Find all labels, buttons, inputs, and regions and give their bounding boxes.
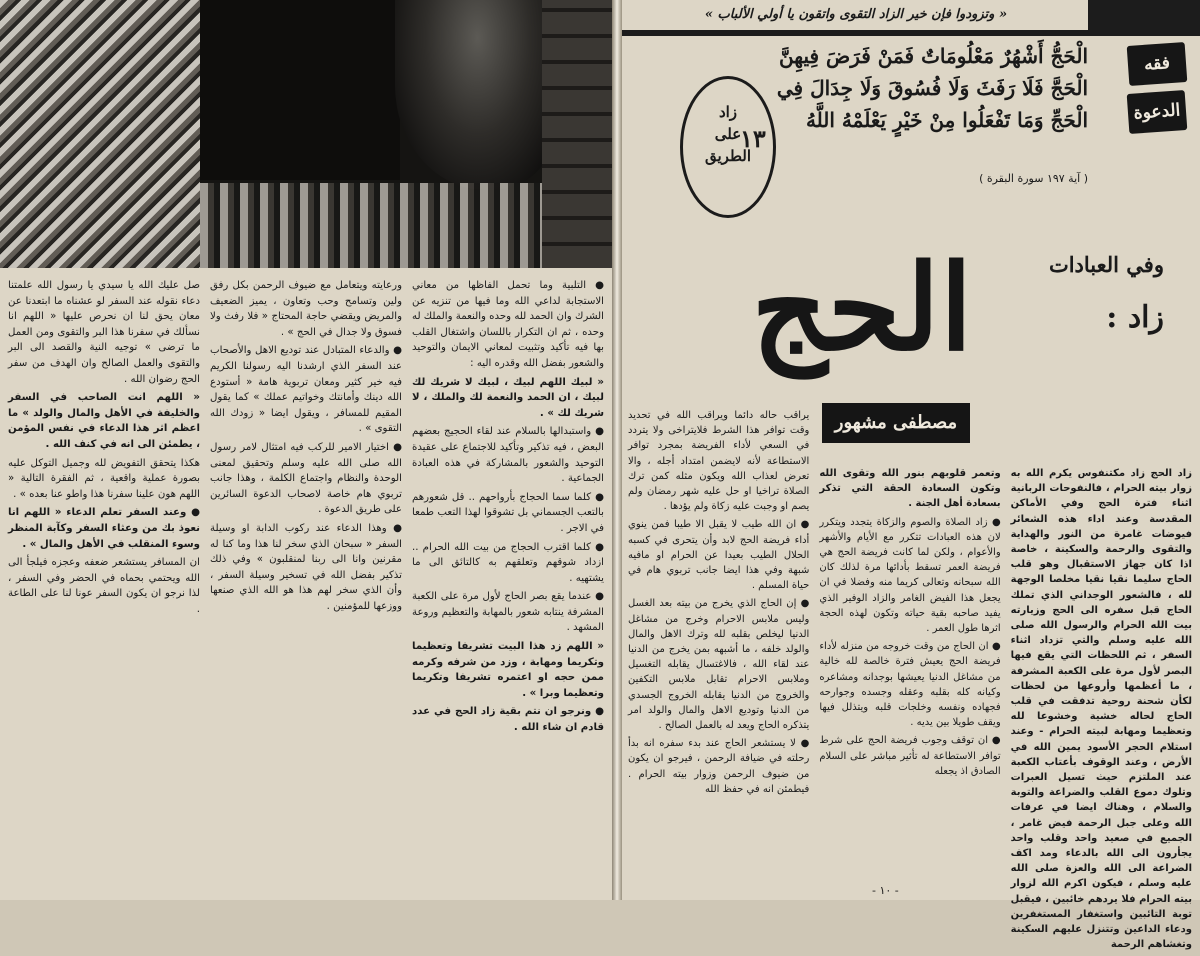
verse-strip: « وتزودوا فإن خير الزاد التقوى واتقون يا أولي الألباب » xyxy=(704,7,1008,22)
paragraph: ● وهذا الدعاء عند ركوب الدابة او وسيلة السفر « سبحان الذي سخر لنا هذا وما كنا له مقرنين وانا الى ربنا لمنقلبون » وفي ذلك تذكير بفضل الله في تسخير وسيلة السفر ، وأن الذي سخر لهم هذا هو الله الذي صنعها ووزعها للمؤمنين . xyxy=(210,522,402,612)
photo-shadow-area xyxy=(200,0,400,180)
left-column-1 xyxy=(210,278,402,894)
paragraph: ● لا يستشعر الحاج عند بدء سفره انه بدأ رحلته في ضيافة الرحمن ، فيرجو ان يكون من ضيوف الرحمن وزوار بيته الحرام . فيطمئن انه في حفظ الله xyxy=(628,738,810,795)
paragraph: ● وعند السفر تعلم الدعاء « اللهم انا نعوذ بك من وعثاء السفر وكآبة المنظر وسوء المنقلب في الأهل والمال » . xyxy=(8,507,200,550)
paragraph: ● كلما اقترب الحجاج من بيت الله الحرام .. ازداد شوقهم وتعلقهم به كالتائق الى ما يشتهيه . xyxy=(412,541,604,584)
right-column-3 xyxy=(628,408,809,956)
paragraph: ● ونرجو ان نتم بقية زاد الحج في عدد قادم ان شاء الله . xyxy=(412,706,604,734)
header-rule xyxy=(622,30,1200,36)
paragraph: ● واستبدالها بالسلام عند لقاء الحجيج بعضهم البعض ، فيه تذكير وتأكيد للاجتماع على عقيدة التوحيد والشعور بالمشاركة في هذه العبادة الجماعية . xyxy=(412,426,604,485)
pilgrims-foreground-image xyxy=(200,183,542,268)
badge-line: زاد xyxy=(718,103,738,121)
paragraph: ● ان الله طيب لا يقبل الا طيبا فمن ينوي أداء فريضة الحج لابد وأن يتحرى في كسبه الحلال الطيب بعيدا عن الحرام او مافيه شبهة وفي هذا ايضا جانب تربوي هام في حياة المسلم . xyxy=(628,519,810,592)
section-tab-dawa: الدعوة xyxy=(1127,90,1188,134)
column-spacer xyxy=(1011,408,1192,466)
paragraph: ورعايته ويتعامل مع ضيوف الرحمن بكل رفق ولين وتسامح وحب وتعاون ، يميز الضعيف والمريض ويقضي حاجة المحتاج « فلا رفث ولا فسوق ولا جدال في الحج » . xyxy=(210,280,402,338)
hajj-crowd-photo xyxy=(0,0,612,268)
page-fold xyxy=(612,0,622,900)
paragraph: ● اختيار الامير للركب فيه امتثال لامر رسول الله صلى الله عليه وسلم وتحقيق لمعنى الوحدة والنظام واجتماع الكلمة ، وهذا جانب تربوي هام خاصة لاصحاب الدعوة السائرين على طريق الدعوة . xyxy=(210,441,402,516)
paragraph: ● كلما سما الحجاج بأرواحهم .. قل شعورهم بالتعب الجسماني بل تشوقوا لهذا التعب طمعا في الاجر . xyxy=(412,491,604,534)
page-number: - ١٠ - xyxy=(872,884,899,897)
paragraph: ● إن الحاج الذي يخرج من بيته بعد الغسل وليس ملابس الاحرام وخرج من مشاغل الدنيا ليخلص بقلبه لله وترك الاهل والمال والولد خلفه ، ما أشبهه بمن يخرج من الدنيا عند لقاء الله ، فالاغتسال يقابله التغسيل وملابس الاحرام تقابل ملابس التكفين والخروج من الدنيا يقابله الخروج الجسدي من الدنيا وتوديع الاهل والمال والولد امر يتذكره الحاج ويعد له بالعمل الصالح . xyxy=(628,598,810,732)
author-name: مصطفى مشهور xyxy=(822,403,970,443)
right-page xyxy=(622,0,1200,951)
kaaba-cover-image xyxy=(395,0,560,190)
right-column-2 xyxy=(819,408,1000,956)
quran-reference: ( آية ١٩٧ سورة البقرة ) xyxy=(979,172,1088,185)
quran-quote: الْحَجُّ أَشْهُرٌ مَعْلُومَاتٌ فَمَنْ فَرَضَ فِيهِنَّ الْحَجَّ فَلَا رَفَثَ وَلَا فُسُوقَ وَلَا جِدَالَ فِي الْحَجِّ وَمَا تَفْعَلُوا مِنْ خَيْرٍ يَعْلَمْهُ اللَّهُ xyxy=(776,44,1088,132)
paragraph: يراقب حاله دائما ويراقب الله في تحديد وقت توافر هذا الشرط فلايتراخى ولا يتردد في السعي لأداء الفريضة بمجرد توافر الاستطاعة لأنه لايضمن امتداد أجله ، والا تعرض لعذاب الله ويكون مثله كمن ترك الصلاة تراخيا او حل عليه شهر رمضان ولم يصم او وجبت عليه زكاة ولم يؤدها . xyxy=(628,410,810,513)
series-number: ١٣ xyxy=(740,124,766,153)
section-tab-fiqh: فقه xyxy=(1127,42,1188,86)
paragraph: ● التلبية وما تحمل الفاظها من معاني الاستجابة لداعي الله وما فيها من تنزيه عن الشرك وان الحمد لله وحده والنعمة والملك له وحده ، ثم ان التكرار باللسان واشتغال القلب بها فيه تأكيد وتثبيت لمعاني الايمان والتوحيد والشعور بفضل الله وقدره اليه : xyxy=(412,280,604,369)
paragraph: وتعمر قلوبهم بنور الله وتقوى الله وتكون السعادة الحقة التي تذكر بسعادة أهل الجنة . xyxy=(819,468,1001,510)
paragraph: « اللهم زد هذا البيت تشريفا وتعظيما وتكريما ومهابة ، وزد من شرفه وكرمه ممن حجه او اعتمره تشريفا وتكريما وتعظيما وبرا » . xyxy=(412,641,604,699)
paragraph: هكذا يتحقق التفويض لله وجميل التوكل عليه بصورة عملية واقعية ، ثم الفقرة التالية « اللهم هون علينا سفرنا هذا واطو عنا بعده » . xyxy=(8,457,200,500)
badge-line: الطريق xyxy=(704,147,751,165)
left-column-3 xyxy=(412,278,604,894)
paragraph: ● زاد الصلاة والصوم والزكاة يتجدد ويتكرر لان هذه العبادات تتكرر مع الأيام والأشهر والأعوام ، ولكن لما كانت فريضة الحج هي فريضة العمر تسقط بأدائها مرة لذلك كان الله سبحانه وتعالى كريما منه وفضلا في ان يجعل هذا الفيض الغامر والزاد الوفير الذي يفيد صاحبه بقية حياته وتكون لهذه الحجة اثرها طول العمر . xyxy=(819,516,1001,635)
article-zad-label: زاد : xyxy=(1106,300,1164,335)
badge-line: على xyxy=(714,125,742,143)
article-kicker: وفي العبادات xyxy=(1048,252,1164,277)
paragraph: ● عندما يقع بصر الحاج لأول مرة على الكعبة المشرفة ينتابه شعور بالمهابة والتعظيم وروعة المشهد . xyxy=(412,591,604,634)
article-title: الحج xyxy=(751,238,973,377)
paragraph: ● والدعاء المتبادل عند توديع الاهل والأصحاب عند السفر الذي ارشدنا اليه رسولنا الكريم فيه خير كثير ومعان تربوية هامة « أستودع الله دينك وأمانتك وخواتيم عملك » كما يقول المقيم للمسافر ، ويقول ايضا « زودك الله التقوى » . xyxy=(210,345,402,435)
pilgrims-crowd-image xyxy=(0,0,200,268)
section-tabs xyxy=(1122,36,1192,132)
column-spacer xyxy=(819,408,1000,466)
paragraph: زاد الحج زاد مكتنفوس يكرم الله به زوار بيته الحرام ، فالنفوحات الربانية اثناء فترة الحج وفي الأماكن المقدسة وعند اداء هذه الشعائر فيوضات غامرة من النور والهداية والتقوى والرحمة والسكينة ، خاصة اذا كان جهاز الاستقبال وهو قلب الحاج سليما نقيا نقيا مخلصا الوجهة لله ، فالشعور الوجداني الذي تملك الحاج قبل سفره الى الحج وزيارته بيت الله الحرام والرسول الله صلى الله عليه وسلم والتي تزداد اثناء السفر ، ثم اللحظات التي يقع فيها البصر لأول مرة على الكعبة المشرفة ، ما أعظمها وأروعها من لحظات لكأن شحنة روحية تدفقت في قلب الحاج لحاله خشية وخشوعا لله وتعظيما ومهابة لبيته الحرام - وعند استلام الحجر الأسود يمين الله في الأرض ، وعند الوقوف بأعتاب الكعبة عند الملتزم حيث تسيل العبرات وتلوك دموع القلب والضراعة والتوبة والسلام ، وهناك ايضا في عرفات الله وعلى جبل الرحمة فيض غامر ، الجميع في صعيد واحد وقلب واحد يجأرون الى الله بالدعاء ومد اكف الضراعة الى الله والعزة صلى الله عليه وسلم ، فيكون اكرم الله لزوار بيته الحرام فلا يردهم خائبين ، فيقبل توبة التائبين واستغفار المستغفرين ودعاء الداعين وتتنزل عليهم السكينة وتغشاهم الرحمة xyxy=(1010,468,1192,951)
paragraph: « اللهم انت الصاحب في السفر والخليفة في الأهل والمال والولد » ما اعظم اثر هذا الدعاء في نفس المؤمن ، يطمئن الى انه في كنف الله . xyxy=(8,392,200,450)
paragraph: ● ان الحاج من وقت خروجه من منزله لأداء فريضة الحج يعيش فترة خالصة لله خالية من مشاغل الدنيا يعيشها بوجدانه ومشاعره وكيانه كله بقلبه وعقله وجسده وجوارحه فجهاده ونفسه وخلجات قلبه ويتذلل فيها ويقف طويلا بين يديه . xyxy=(819,641,1001,729)
right-column-1 xyxy=(1011,408,1192,956)
left-column-2 xyxy=(8,278,200,894)
paragraph: صل عليك الله يا سيدي يا رسول الله علمتنا دعاء نقوله عند السفر لو عشناه ما ابتعدنا عن معان يحق لنا ان نحرص عليها « اللهم انا نسألك في سفرنا هذا البر والتقوى ومن العمل ما ترضى » توجيه النية والقصد الى البر والتقوى والعمل الصالح وان الهدف من سفر الحج رضوان الله . xyxy=(8,280,200,385)
left-page xyxy=(0,0,612,900)
paragraph: « لبيك اللهم لبيك ، لبيك لا شريك لك لبيك ، ان الحمد والنعمة لك والملك ، لا شريك لك » . xyxy=(412,376,604,419)
paragraph: ● ان توقف وجوب فريضة الحج على شرط توافر الاستطاعة له تأثير مباشر على السلام الصادق اذ يجعله xyxy=(819,735,1001,777)
kaaba-wall-image xyxy=(542,0,612,268)
left-page-columns xyxy=(8,278,604,894)
paragraph: ان المسافر يستشعر ضعفه وعجزه فيلجأ الى الله ويحتمي بحماه في الحضر وفي السفر ، لذا نرجو ان يكون السفر عونا لنا على الطاعة . xyxy=(8,557,200,615)
